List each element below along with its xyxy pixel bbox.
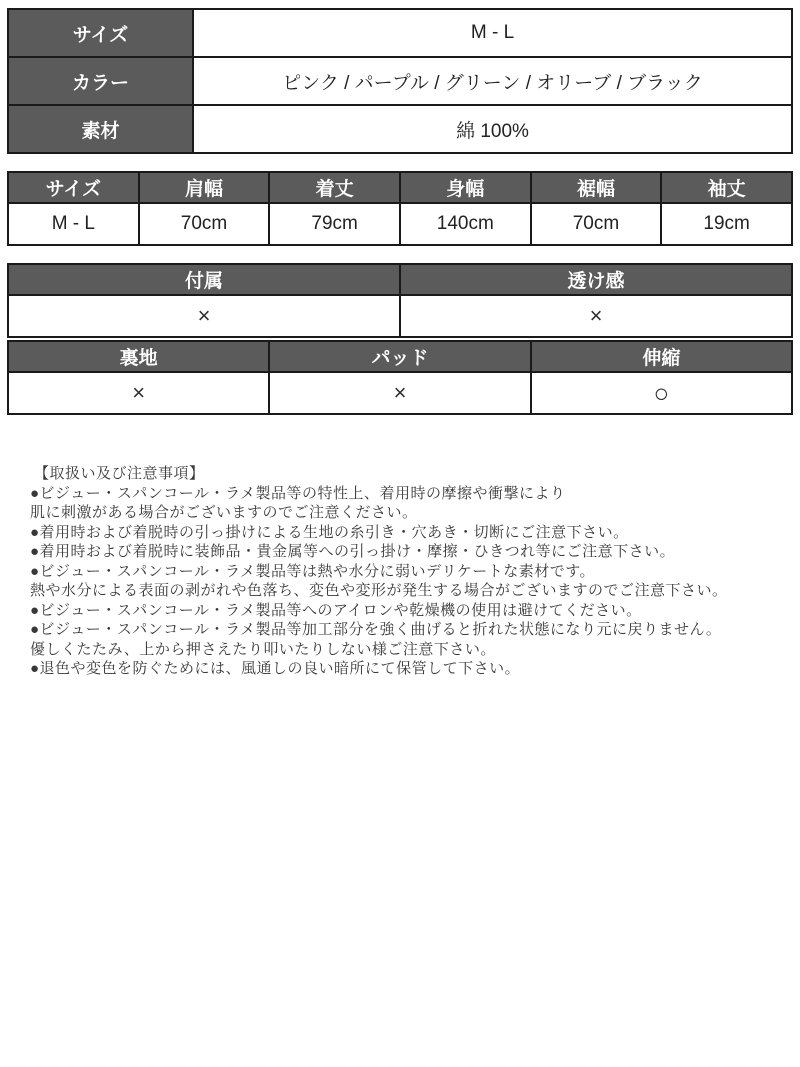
table-row — [8, 372, 792, 414]
measure-header-hem: 裾幅 — [531, 172, 662, 203]
care-notes — [7, 464, 793, 679]
feature-value-sheerness: × — [400, 295, 792, 337]
feature-value-accessory: × — [8, 295, 400, 337]
measure-value-width: 140cm — [400, 203, 531, 245]
table-header-row — [8, 264, 792, 295]
table-row — [8, 9, 792, 57]
table-header-row — [8, 341, 792, 372]
table-row — [8, 105, 792, 153]
measure-value-hem: 70cm — [531, 203, 662, 245]
spec-label-size: サイズ — [8, 9, 193, 57]
care-note-line: ●ビジュー・スパンコール・ラメ製品等加工部分を強く曲げると折れた状態になり元に戻りません。 — [30, 621, 722, 638]
spec-table — [7, 8, 793, 154]
feature-header-accessory: 付属 — [8, 264, 400, 295]
features-table-b — [7, 340, 793, 415]
table-row — [8, 57, 792, 105]
feature-header-pad: パッド — [269, 341, 530, 372]
care-note-line: 熱や水分による表面の剥がれや色落ち、変色や変形が発生する場合がございますのでご注意下さい。 — [30, 582, 728, 599]
spec-value-size: M - L — [193, 9, 792, 57]
measure-value-size: M - L — [8, 203, 139, 245]
care-note-line: ●ビジュー・スパンコール・ラメ製品等の特性上、着用時の摩擦や衝撃により — [30, 484, 566, 502]
measure-value-shoulder: 70cm — [139, 203, 270, 245]
spec-value-material: 綿 100% — [193, 105, 792, 153]
measure-header-size: サイズ — [8, 172, 139, 203]
feature-header-sheerness: 透け感 — [400, 264, 792, 295]
measure-value-sleeve: 19cm — [661, 203, 792, 245]
care-notes-title: 【取扱い及び注意事項】 — [34, 465, 205, 482]
feature-value-stretch: ○ — [531, 372, 792, 414]
measurements-table — [7, 171, 793, 246]
table-row — [8, 295, 792, 337]
measure-header-length: 着丈 — [269, 172, 400, 203]
care-note-line: ●ビジュー・スパンコール・ラメ製品等へのアイロンや乾燥機の使用は避けてください。 — [30, 601, 642, 619]
feature-header-stretch: 伸縮 — [531, 341, 792, 372]
feature-value-lining: × — [8, 372, 269, 414]
measure-header-shoulder: 肩幅 — [139, 172, 270, 203]
care-note-line: ●ビジュー・スパンコール・ラメ製品等は熱や水分に弱いデリケートな素材です。 — [30, 562, 596, 580]
feature-value-pad: × — [269, 372, 530, 414]
spec-label-color: カラー — [8, 57, 193, 105]
features-table-a — [7, 263, 793, 338]
table-row — [8, 203, 792, 245]
measure-header-width: 身幅 — [400, 172, 531, 203]
care-note-line: ●着用時および着脱時の引っ掛けによる生地の糸引き・穴あき・切断にご注意下さい。 — [30, 523, 629, 541]
care-note-line: ●着用時および着脱時に装飾品・貴金属等への引っ掛け・摩擦・ひきつれ等にご注意下さい。 — [30, 543, 676, 560]
measure-value-length: 79cm — [269, 203, 400, 245]
care-note-line: ●退色や変色を防ぐためには、風通しの良い暗所にて保管して下さい。 — [30, 660, 521, 677]
measure-header-sleeve: 袖丈 — [661, 172, 792, 203]
spec-label-material: 素材 — [8, 105, 193, 153]
care-note-line: 肌に刺激がある場合がございますのでご注意ください。 — [30, 504, 418, 521]
table-header-row — [8, 172, 792, 203]
feature-header-lining: 裏地 — [8, 341, 269, 372]
spec-value-color: ピンク / パープル / グリーン / オリーブ / ブラック — [193, 57, 792, 105]
care-note-line: 優しくたたみ、上から押さえたり叩いたりしない様ご注意下さい。 — [30, 640, 496, 658]
